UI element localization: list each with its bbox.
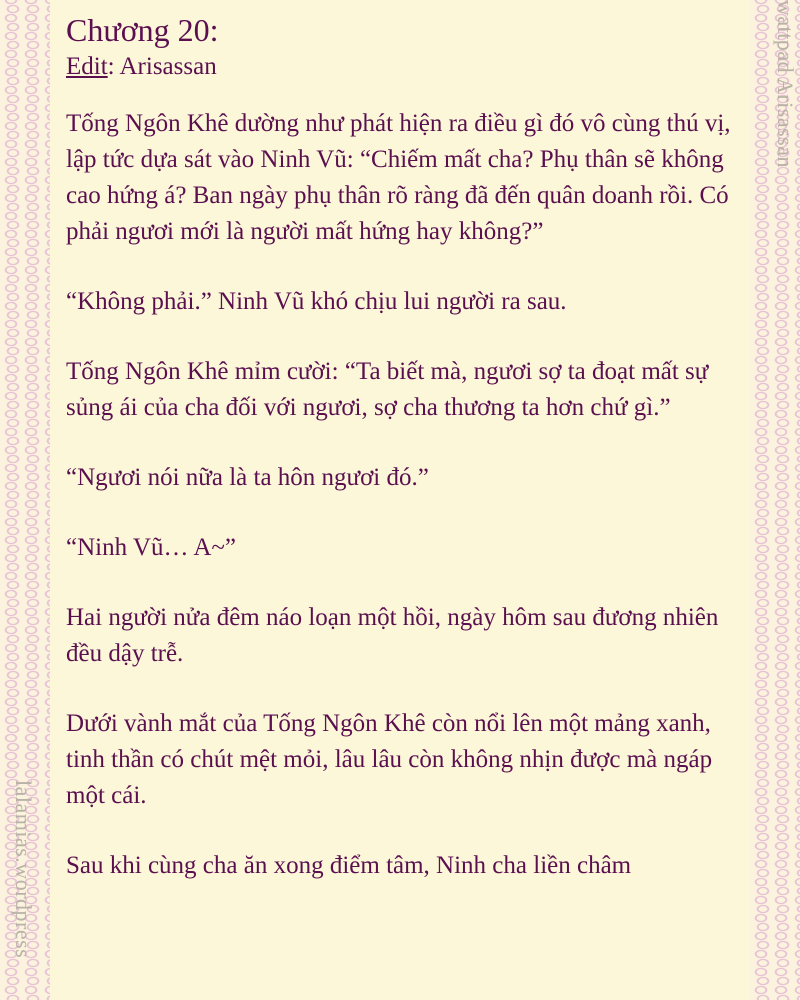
paragraph: Sau khi cùng cha ăn xong điểm tâm, Ninh cha liền châm [66, 852, 632, 879]
watermark-left: lalamias.wordpress [11, 780, 36, 959]
editor-credit [66, 52, 756, 82]
chapter-content [66, 8, 756, 918]
editor-name: : Arisassan [107, 53, 217, 80]
paragraph: Dưới vành mắt của Tống Ngôn Khê còn nổi lên một mảng xanh, tinh thần có chút mệt mỏi, lâu lâu còn không nhịn được mà ngáp một cái. [66, 710, 713, 809]
paragraph: “Không phải.” Ninh Vũ khó chịu lui người ra sau. [66, 288, 567, 315]
chapter-title: Chương 20: [66, 12, 219, 48]
paragraph: “Ninh Vũ… A~” [66, 534, 236, 561]
paragraph: “Ngươi nói nữa là ta hôn ngươi đó.” [66, 464, 429, 491]
paragraph: Tống Ngôn Khê dường như phát hiện ra điều gì đó vô cùng thú vị, lập tức dựa sát vào Ninh Vũ: “Chiếm mất cha? Phụ thân sẽ không cao hứng á? Ban ngày phụ thân rõ ràng đã đến quân doanh rồi. Có phải ngươi mới là người mất hứng hay không?” [66, 110, 731, 245]
watermark-right: wattpad Arisassan [773, 0, 798, 168]
paragraph: Tống Ngôn Khê mỉm cười: “Ta biết mà, ngươi sợ ta đoạt mất sự sủng ái của cha đối với ngươi, sợ cha thương ta hơn chứ gì.” [66, 358, 709, 421]
paragraph: Hai người nửa đêm náo loạn một hồi, ngày hôm sau đương nhiên đều dậy trễ. [66, 604, 719, 667]
edit-label: Edit [66, 53, 108, 80]
